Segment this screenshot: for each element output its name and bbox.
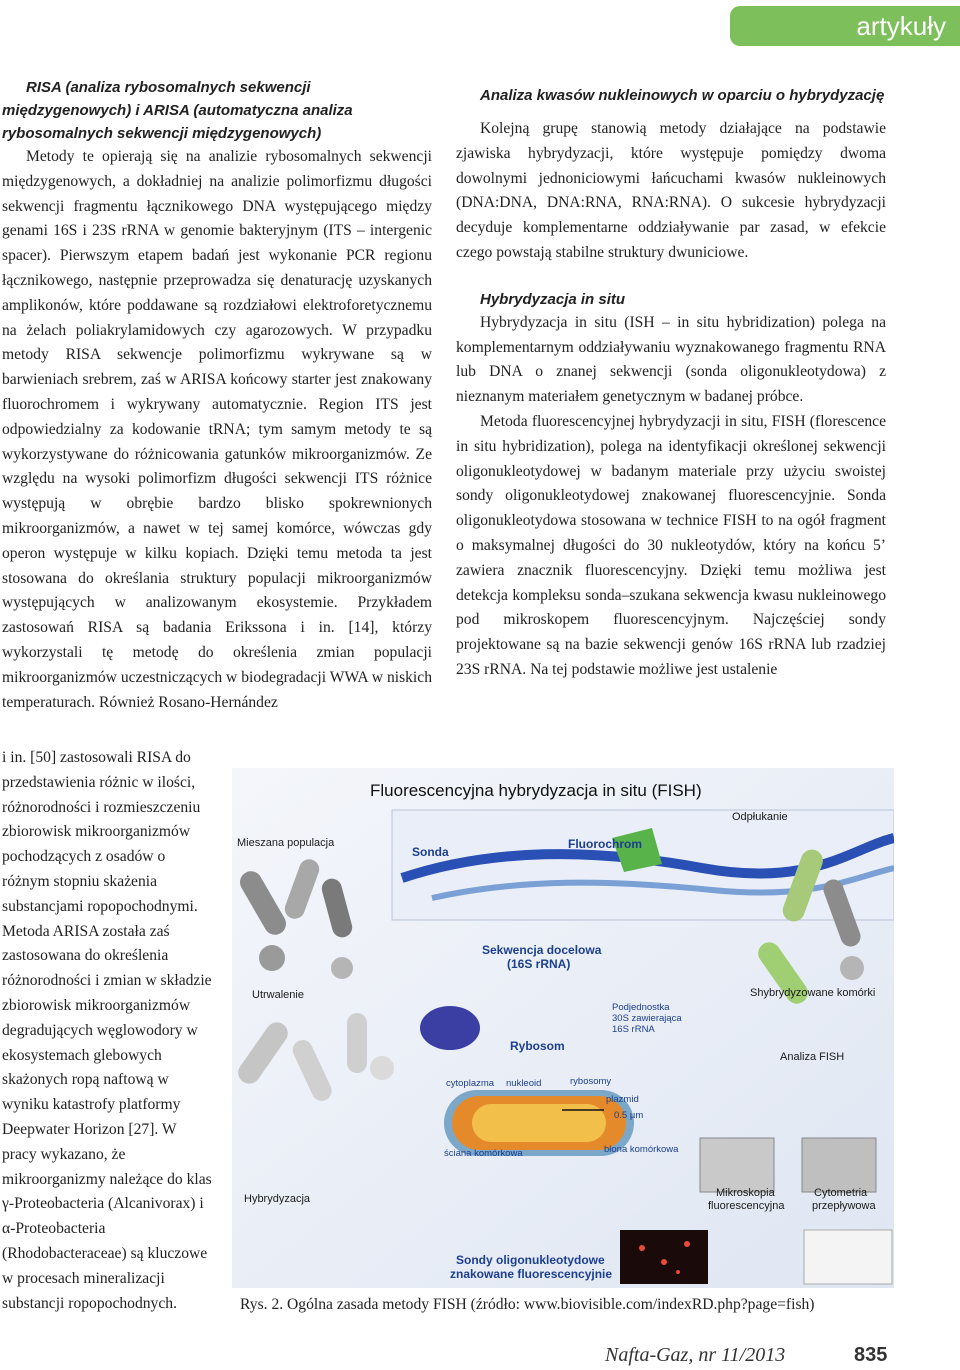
figure-caption: Rys. 2. Ogólna zasada metody FISH (źródło: www.biovisible.com/indexRD.php?page=fish) [240, 1296, 815, 1313]
label-fixation: Utrwalenie [252, 989, 304, 1001]
label-target: Sekwencja docelowa [482, 943, 602, 957]
cytometry-result [804, 1230, 892, 1284]
fluorescence-microscopy-result [620, 1230, 708, 1284]
ribosome-icon [420, 1006, 480, 1050]
label-fish-analysis: Analiza FISH [780, 1051, 845, 1063]
cytometer-image [802, 1138, 876, 1192]
section-heading-risa: RISA (analiza rybosomalnych sekwencji międzygenowych) i ARISA (automatyczna analiza rybosomalnych sekwencji międzygenowych) [2, 79, 353, 142]
label-probes: Sondy oligonukleotydowe [456, 1253, 605, 1267]
label-scale: 0.5 µm [614, 1110, 644, 1121]
label-ribosome: Rybosom [510, 1039, 565, 1053]
label-ribosomes: rybosomy [570, 1076, 612, 1087]
page-number: 835 [854, 1344, 888, 1366]
microscope-image [700, 1138, 774, 1192]
paragraph-risa: Metody te opierają się na analizie rybosomalnych sekwencji międzygenowych, a dokładniej na analizie polimorfizmu długości sekwencji fragmentu łącznikowego DNA występującego między genami 16S i 23S rRNA w genomie bakteryjnym (ITS – intergenic spacer). Pierwszym etapem badań jest wykonanie PCR regionu łącznikowego, następnie przeprowadza się denaturację uzyskanych amplikonów, które poddawane są rozdziałowi elektroforetycznemu na żelach poliakrylamidowych czy agarozowych. W przypadku metody RISA sekwencje polimorfizmu wykrywane są w barwieniach srebrem, zaś w ARISA końcowy starter jest znakowany fluorochromem i wykrywany automatycznie. Region ITS jest odpowiedzialny za kodowanie tRNA; tym samym metody te są wykorzystywane do różnicowania gatunków mikroorganizmów. Ze względu na wysoki polimorfizm długości sekwencji ITS różnice występują w obrębie bardzo blisko spokrewnionych mikroorganizmów, a nawet w tej samej komórce, wówczas gdy operon występuje w kilku kopiach. Dzięki temu metoda ta jest stosowana do określania struktury populacji mikroorganizmów występujących w analizowanym ekosystemie. Przykładem zastosowań RISA są badania Erikssona i in. [14], którzy wykorzystali tę metodę do określenia zmian populacji mikroorganizmów uczestniczących w biodegradacji WWA w niskich temperaturach. Również Rosano-Hernández [2, 148, 432, 711]
figure-title: Fluorescencyjna hybrydyzacja in situ (FISH) [370, 781, 702, 800]
label-hybridized-cells: Shybrydyzowane komórki [750, 987, 876, 999]
label-cytometry-2: przepływowa [812, 1200, 876, 1212]
paragraph-fish: Metoda fluorescencyjnej hybrydyzacji in situ, FISH (florescence in situ hybridization), polega na identyfikacji określonej sekwencji oligonukleotydowej w badanym materiale przy użyciu swoistej sondy oligonukleotydowej znakowanej fluorescencyjnie. Sonda oligonukleotydowa stosowana w technice FISH to na ogół fragment o maksymalnej długości do 30 nukleotydów, który na końcu 5’ zawiera znacznik fluorescencyjny. Dzięki temu możliwa jest detekcja kompleksu sonda–szukana sekwencja kwasu nukleinowego pod mikroskopem fluorescencyjnym. Najczęściej sondy projektowane są na bazie sekwencji genów 16S rRNA lub rzadziej 23S rRNA. Na tej podstawie możliwe jest ustalenie [456, 412, 886, 678]
label-subunit-2: 30S zawierająca [612, 1013, 682, 1024]
label-nucleoid: nukleoid [506, 1078, 542, 1089]
fish-figure [232, 768, 894, 1288]
label-wash: Odpłukanie [732, 811, 788, 823]
section-tab: artykuły [730, 6, 960, 46]
label-probes-2: znakowane fluorescencyjnie [450, 1267, 613, 1281]
label-plasmid: plazmid [606, 1094, 639, 1105]
right-column [456, 84, 886, 683]
label-subunit: Podjednostka [612, 1002, 670, 1013]
journal-footer: Nafta-Gaz, nr 11/2013 [605, 1344, 786, 1366]
label-mixed-population: Mieszana populacja [237, 837, 335, 849]
label-probe: Sonda [412, 845, 449, 859]
label-target-16s: (16S rRNA) [507, 957, 571, 971]
label-fluorochrome: Fluorochrom [568, 837, 642, 851]
section-heading-in-situ: Hybrydyzacja in situ [480, 290, 626, 308]
label-hybridization: Hybrydyzacja [244, 1193, 311, 1205]
left-column-narrow: i in. [50] zastosowali RISA do przedstawienia różnic w ilości, różnorodności i rozmieszczeniu zbiorowisk mikroorganizmów pochodzących z osadów o różnym stopniu skażenia substancjami ropopochodnymi. Metoda ARISA została zaś zastosowana do określenia różnorodności i zmian w składzie zbiorowisk mikroorganizmów degradujących węglowodory w ekosystemach glebowych skażonych ropą naftową w wyniku katastrofy platformy Deepwater Horizon [27]. W pracy wykazano, że mikroorganizmy należące do klas γ-Proteobacteria (Alcanivorax) i α-Proteobacteria (Rhodobacteraceae) są kluczowe w procesach mineralizacji substancji ropopochodnych. [2, 749, 212, 1312]
label-cytometry: Cytometria [814, 1187, 868, 1199]
label-cell-wall: ściana komórkowa [444, 1148, 523, 1159]
label-cytoplasm: cytoplazma [446, 1078, 495, 1089]
paragraph-ish: Hybrydyzacja in situ (ISH – in situ hybridization) polega na komplementarnym oddziaływaniu wyznakowanego fragmentu RNA lub DNA o znanej sekwencji (sonda oligonukleotydowa) z nieznanym materiałem genetycznym w badanej próbce. [456, 313, 886, 406]
label-microscopy-2: fluorescencyjna [708, 1200, 785, 1212]
label-microscopy: Mikroskopia [716, 1187, 775, 1199]
paragraph-hybridization: Kolejną grupę stanowią metody działające na podstawie zjawiska hybrydyzacji, które występuje pomiędzy dwoma dowolnymi jednoniciowymi łańcuchami kwasów nukleinowych (DNA:DNA, DNA:RNA, RNA:RNA). O sukcesie hybrydyzacji decyduje komplementarne oddziaływanie par zasad, w efekcie czego powstają stabilne struktury dwuniciowe. [456, 120, 886, 261]
section-heading-hybridization: Analiza kwasów nukleinowych w oparciu o hybrydyzację [480, 87, 885, 104]
left-column [2, 76, 432, 715]
label-subunit-3: 16S rRNA [612, 1024, 655, 1035]
label-membrane: błona komórkowa [604, 1144, 679, 1155]
fish-diagram [232, 768, 894, 1288]
